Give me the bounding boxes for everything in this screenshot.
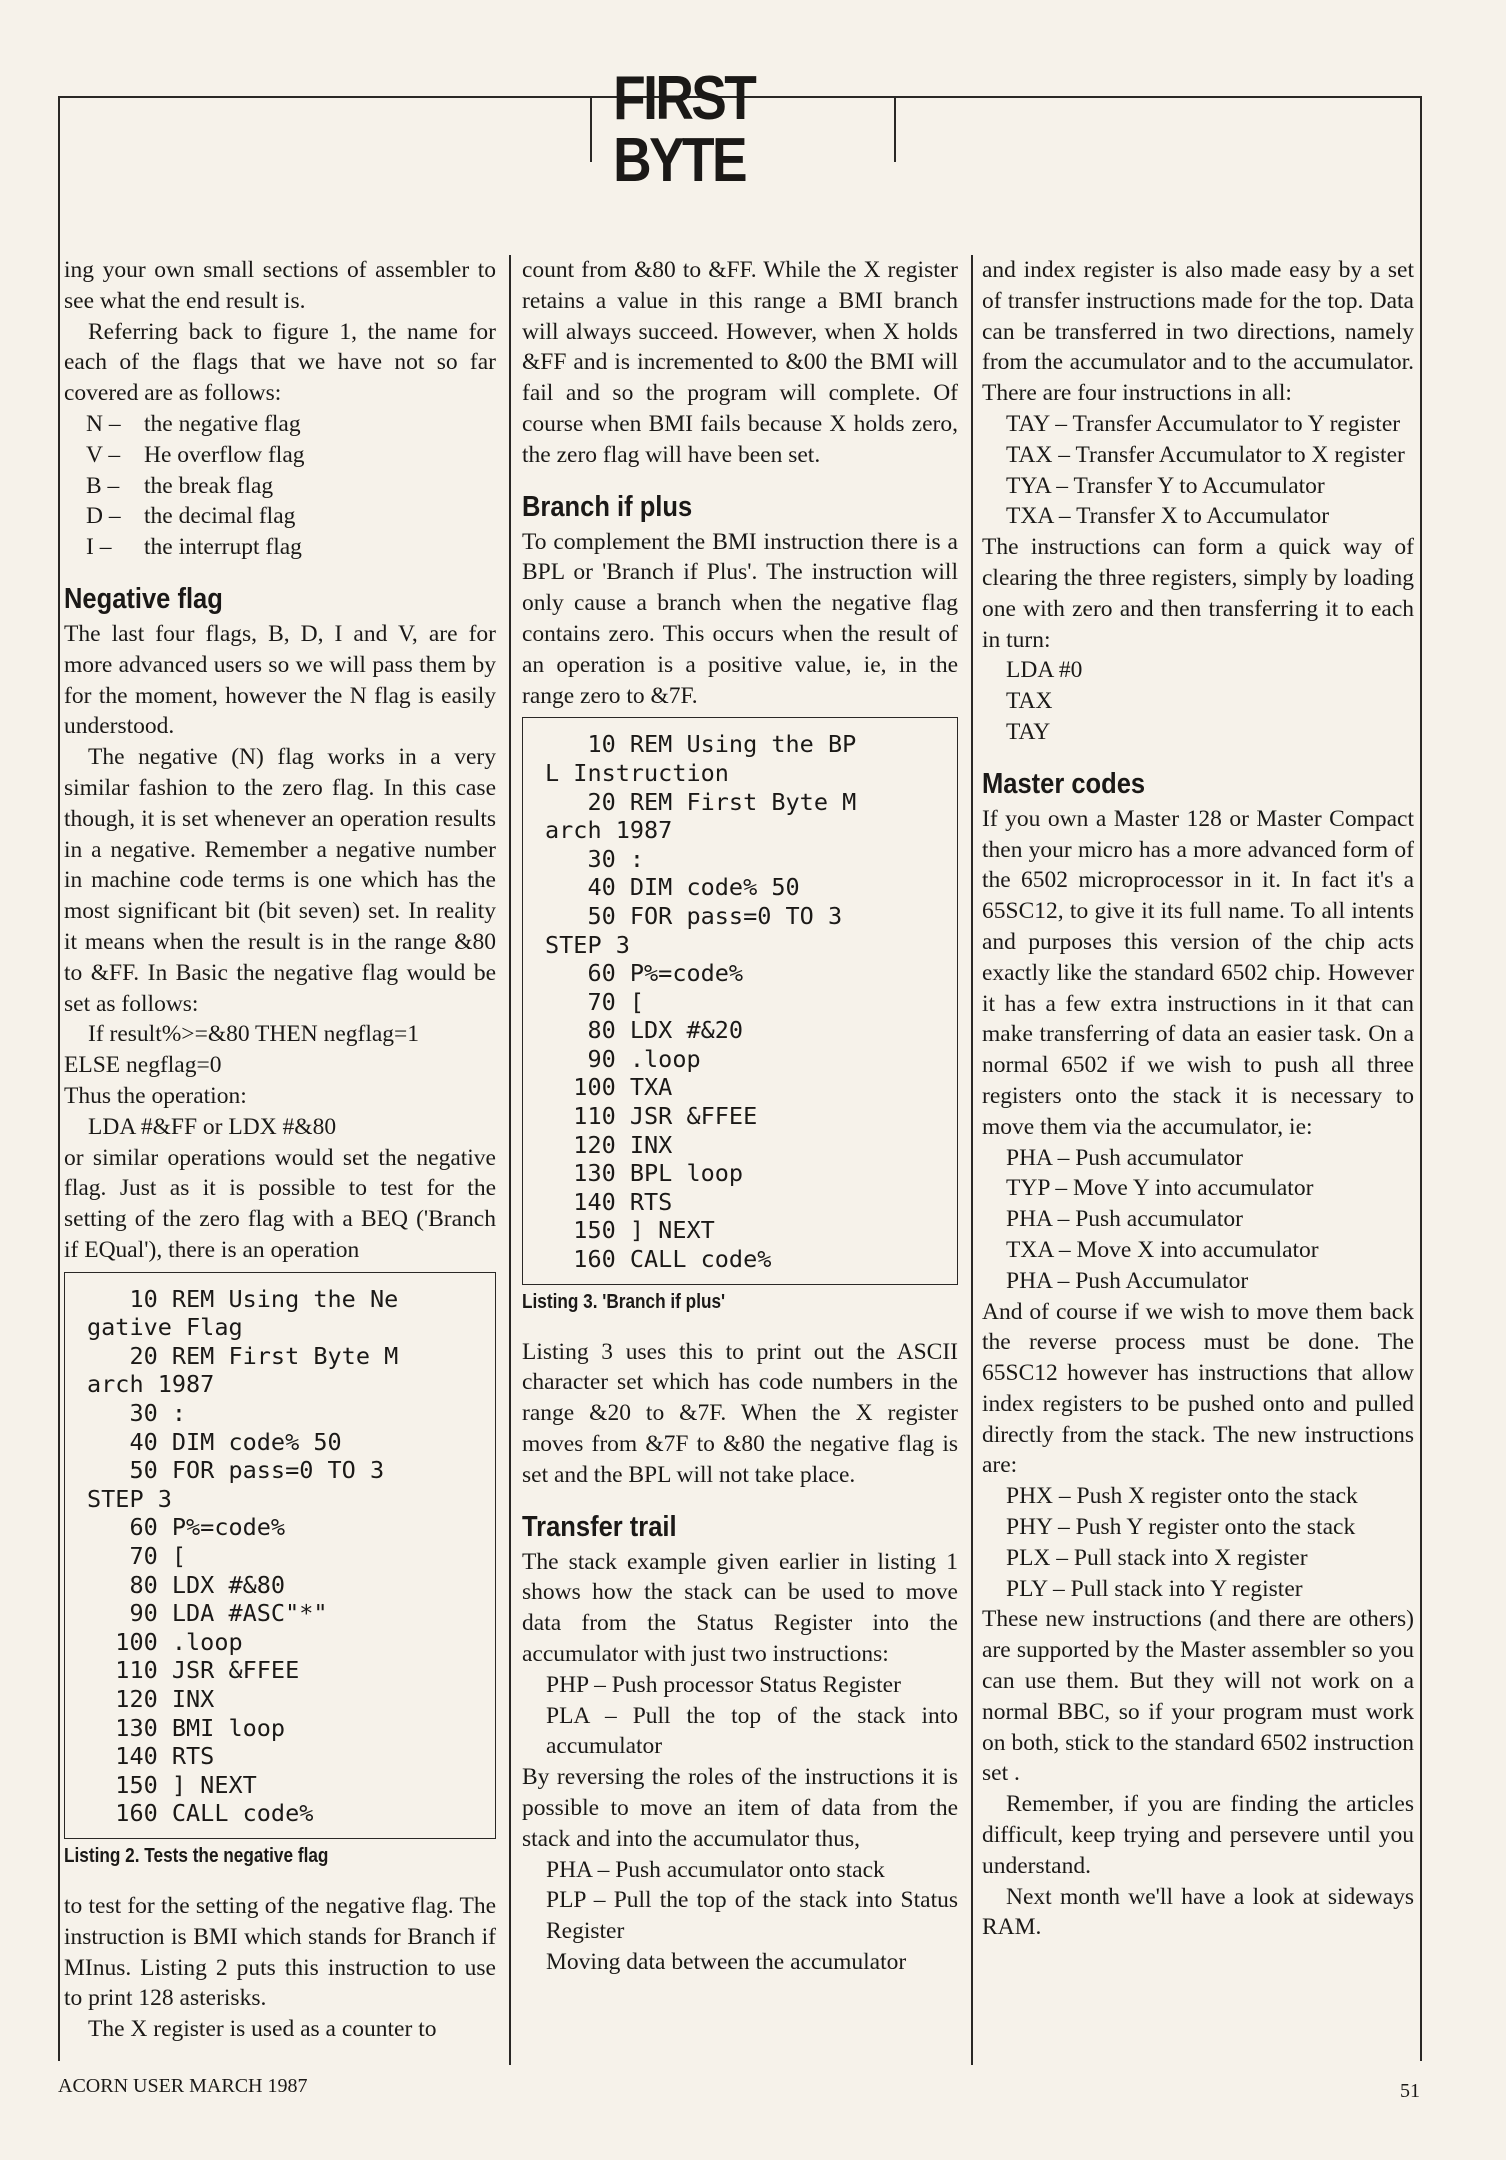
column-divider-1 — [509, 255, 511, 2065]
paragraph: ing your own small sections of assembler to see what the end result is. — [64, 257, 496, 314]
instruction-line: PLY – Pull stack into Y register — [1006, 1575, 1303, 1602]
paragraph: count from &80 to &FF. While the X register retains a value in this range a BMI branch will always succeed. However, when X holds &FF and is incremented to &00 the BMI will fail and so the program will complete. Of course when BMI fails because X holds zero, the zero flag will have been set. — [522, 257, 958, 468]
instruction-line: PLP – Pull the top of the stack into Status Register — [546, 1887, 958, 1945]
paragraph: The X register is used as a counter to — [88, 2016, 437, 2043]
instruction-line: TXA – Move X into accumulator — [1006, 1236, 1319, 1263]
listing-2-caption: Listing 2. Tests the negative flag — [64, 1844, 329, 1867]
flag-item: I – the interrupt flag — [86, 534, 302, 561]
inline-code: TAX — [1006, 688, 1053, 715]
paragraph: and index register is also made easy by a set of transfer instructions made for the top. Data can be transferred in two directions, namely from the accumulator and to the accumulator. There are four instructions in all: — [982, 257, 1414, 407]
instruction-line: TYA – Transfer Y to Accumulator — [1006, 472, 1325, 499]
listing-2-code: 10 REM Using the Ne gative Flag 20 REM First Byte M arch 1987 30 : 40 DIM code% 50 50 FOR pass=0 TO 3 STEP 3 60 P%=code% 70 [ 80 LDX #&80 90 LDA #ASC"*" 100 .loop 110 JSR &FFEE 120 INX 130 BMI loop 140 RTS 150 ] NEXT 160 CALL code% — [64, 1272, 496, 1839]
listing-3-caption: Listing 3. 'Branch if plus' — [522, 1290, 726, 1313]
instruction-line: PHA – Push accumulator — [1006, 1206, 1243, 1233]
paragraph: Next month we'll have a look at sideways RAM. — [982, 1883, 1414, 1941]
heading-transfer-trail: Transfer trail — [522, 1510, 677, 1543]
frame-left-rule — [58, 96, 60, 2061]
heading-negative-flag: Negative flag — [64, 582, 223, 615]
inline-code: TAY — [1006, 718, 1051, 745]
instruction-line: PLA – Pull the top of the stack into accumulator — [546, 1702, 958, 1760]
column-divider-2 — [971, 255, 973, 2065]
paragraph: These new instructions (and there are others) are supported by the Master assembler so you can use them. But they will not work on a normal BBC, so if your program must work on both, stick to the standard 6502 instruction set . — [982, 1606, 1414, 1787]
flag-list — [64, 409, 496, 563]
flag-item: D – the decimal flag — [86, 503, 296, 530]
instruction-line: PHX – Push X register onto the stack — [1006, 1483, 1358, 1510]
paragraph: If you own a Master 128 or Master Compact then your micro has a more advanced form of the 6502 microprocessor in it. In fact it's a 65SC12, to give it its full name. To all intents and purposes this version of the chip acts exactly like the standard 6502 chip. However it has a few extra instructions in it that can make transferring of data an easier task. On a normal 6502 if we wish to push all three registers onto the stack it is necessary to move them via the accumulator, ie: — [982, 805, 1414, 1140]
listing-3-code: 10 REM Using the BP L Instruction 20 REM First Byte M arch 1987 30 : 40 DIM code% 50 50 FOR pass=0 TO 3 STEP 3 60 P%=code% 70 [ 80 LDX #&20 90 .loop 100 TXA 110 JSR &FFEE 120 INX 130 BPL loop 140 RTS 150 ] NEXT 160 CALL code% — [522, 717, 958, 1284]
paragraph: And of course if we wish to move them back the reverse process must be done. The 65SC12 however has instructions that allow index registers to be pushed onto and pulled directly from the stack. The new instructions are: — [982, 1298, 1414, 1479]
instruction-line: PHA – Push Accumulator — [1006, 1267, 1249, 1294]
instruction-line: TXA – Transfer X to Accumulator — [1006, 503, 1330, 530]
instruction-line: TAY – Transfer Accumulator to Y register — [1006, 410, 1401, 437]
instruction-line: PHP – Push processor Status Register — [546, 1671, 901, 1698]
instruction-line: PHY – Push Y register onto the stack — [1006, 1514, 1356, 1541]
paragraph: The stack example given earlier in listing 1 shows how the stack can be used to move data from the Status Register into the accumulator with just two instructions: — [522, 1548, 958, 1668]
paragraph: Referring back to figure 1, the name for each of the flags that we have not so far covered are as follows: — [64, 318, 496, 407]
paragraph: To complement the BMI instruction there is a BPL or 'Branch if Plus'. The instruction will only cause a branch when the negative flag contains zero. This occurs when the result of an operation is a positive value, ie, in the range zero to &7F. — [522, 528, 958, 709]
footer-publication: ACORN USER MARCH 1987 — [58, 2075, 308, 2097]
instruction-line: PHA – Push accumulator onto stack — [546, 1856, 885, 1883]
inline-code: If result%>=&80 THEN negflag=1 — [88, 1021, 420, 1048]
paragraph: The negative (N) flag works in a very similar fashion to the zero flag. In this case though, it is set whenever an operation results in a negative. Remember a negative number in machine code terms is one which has the most significant bit (bit seven) set. In reality it means when the result is in the range &80 to &FF. In Basic the negative flag would be set as follows: — [64, 744, 496, 1017]
paragraph: Remember, if you are finding the articles difficult, keep trying and persevere until you understand. — [982, 1791, 1414, 1879]
heading-branch-if-plus: Branch if plus — [522, 490, 693, 523]
flag-item: V – He overflow flag — [86, 441, 305, 468]
section-title: FIRST BYTE — [613, 64, 755, 195]
column-1 — [64, 255, 496, 2045]
paragraph: Thus the operation: — [64, 1082, 247, 1109]
paragraph: Listing 3 uses this to print out the ASCII character set which has code numbers in the range &20 to &7F. When the X register moves from &7F to &80 the negative flag is set and the BPL will not take place. — [522, 1338, 958, 1488]
section-title-box — [590, 64, 896, 195]
flag-item: N – the negative flag — [86, 410, 301, 437]
paragraph: The instructions can form a quick way of clearing the three registers, simply by loading one with zero and then transferring it to each in turn: — [982, 534, 1414, 653]
paragraph: to test for the setting of the negative flag. The instruction is BMI which stands for Branch if MInus. Listing 2 puts this instruction to use to print 128 asterisks. — [64, 1892, 496, 2012]
instruction-line: PLX – Pull stack into X register — [1006, 1544, 1308, 1571]
paragraph: The last four flags, B, D, I and V, are for more advanced users so we will pass them by for the moment, however the N flag is easily understood. — [64, 620, 496, 740]
paragraph: Moving data between the accumulator — [546, 1948, 907, 1975]
instruction-line: PHA – Push accumulator — [1006, 1144, 1243, 1171]
inline-code: LDA #0 — [1006, 657, 1083, 684]
column-3 — [982, 255, 1414, 1943]
paragraph: By reversing the roles of the instructions it is possible to move an item of data from the stack and into the accumulator thus, — [522, 1764, 958, 1852]
footer-page-number: 51 — [1400, 2080, 1420, 2102]
inline-code: ELSE negflag=0 — [64, 1052, 222, 1079]
flag-item: B – the break flag — [86, 472, 274, 499]
frame-right-rule — [1420, 96, 1422, 2061]
column-2 — [522, 255, 958, 1978]
instruction-line: TAX – Transfer Accumulator to X register — [1006, 441, 1405, 468]
inline-code: LDA #&FF or LDX #&80 — [88, 1113, 337, 1140]
paragraph: or similar operations would set the negative flag. Just as it is possible to test for the setting of the zero flag with a BEQ ('Branch if EQual'), there is an operation — [64, 1144, 496, 1263]
heading-master-codes: Master codes — [982, 767, 1146, 800]
instruction-line: TYP – Move Y into accumulator — [1006, 1175, 1314, 1202]
